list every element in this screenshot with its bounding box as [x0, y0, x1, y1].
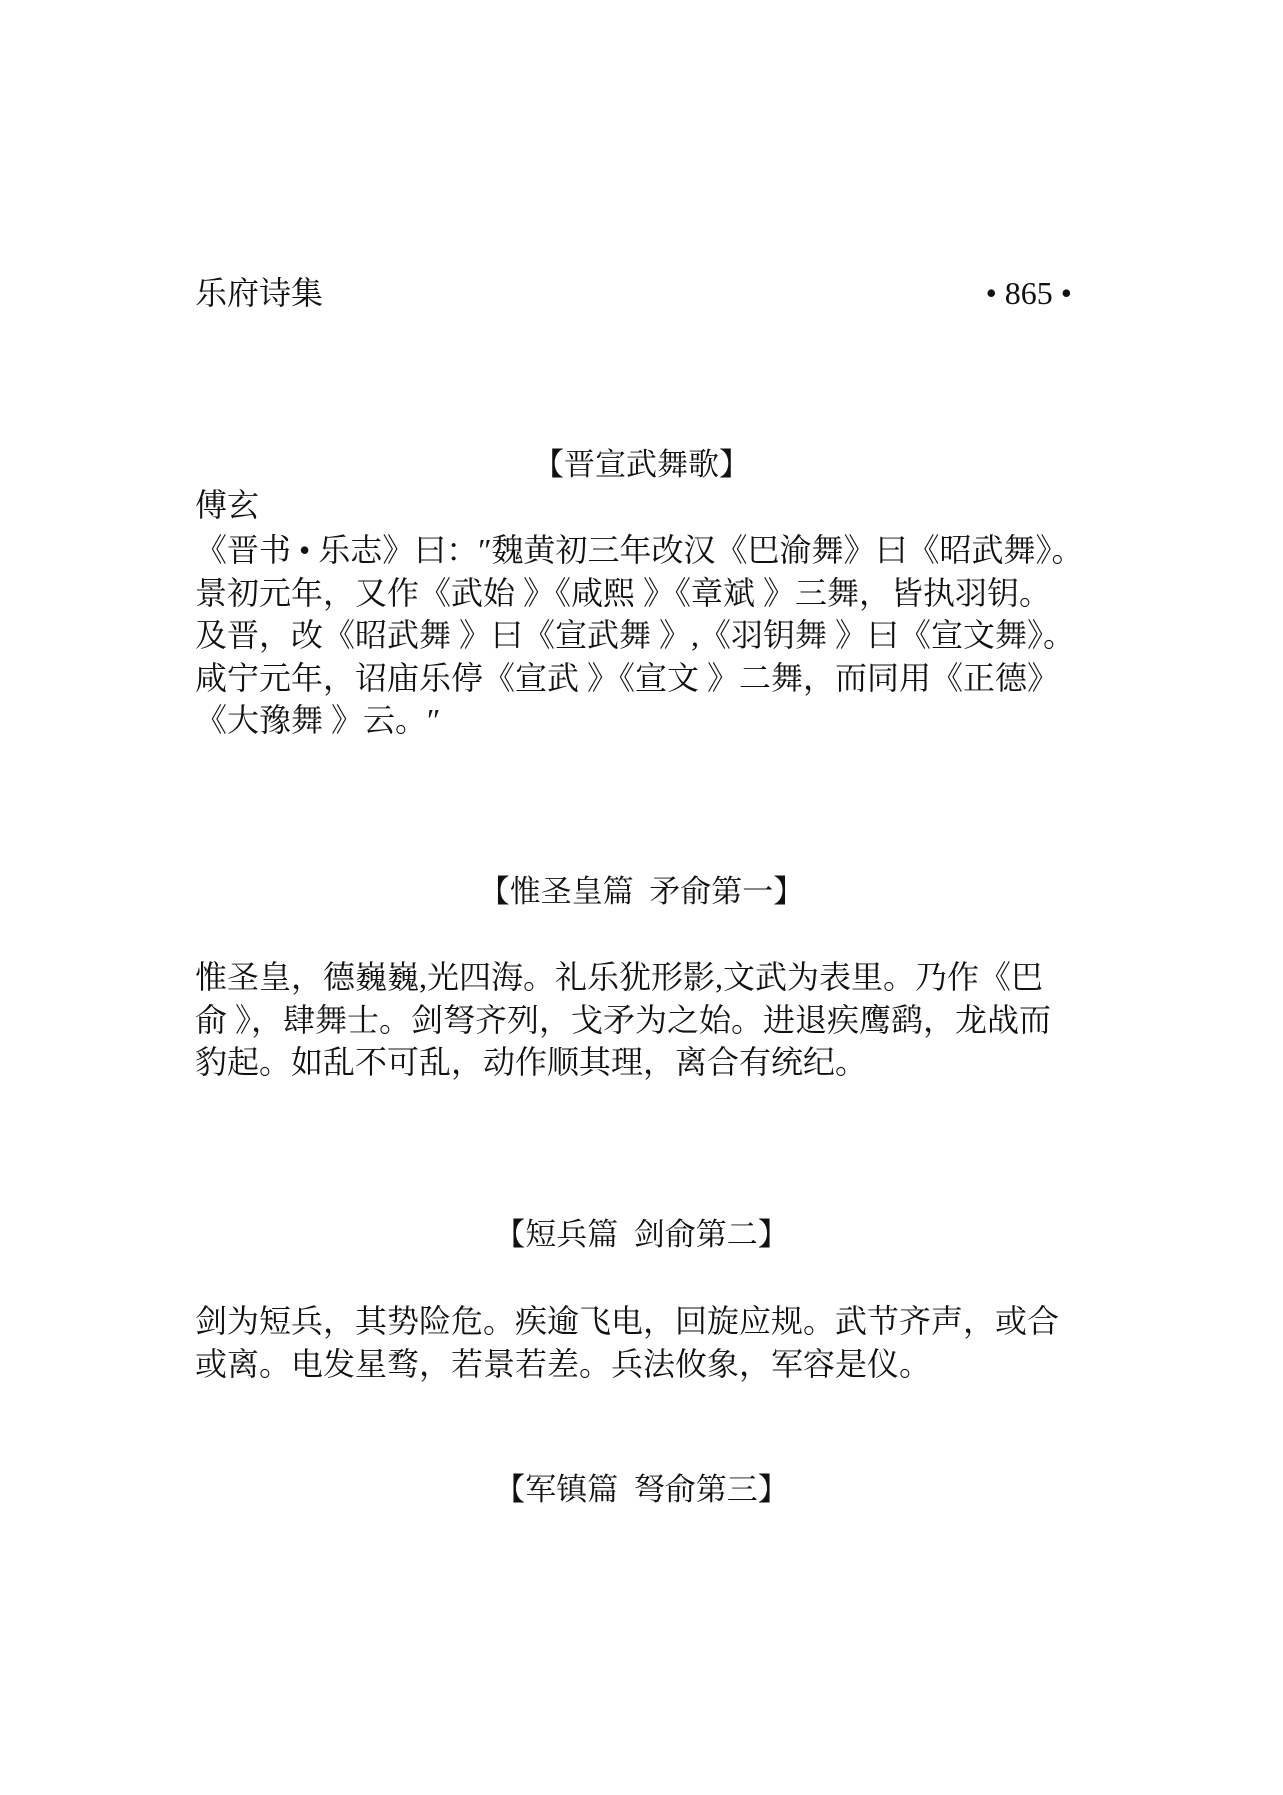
running-header-book-title: 乐府诗集	[195, 275, 324, 311]
text-line: 惟圣皇，德巍巍,光四海。礼乐犹形影,文武为表里。乃作《巴	[195, 959, 1044, 995]
page-number: • 865 •	[985, 275, 1072, 311]
preface-paragraph	[195, 529, 1084, 742]
poem-author: 傅玄	[195, 487, 260, 523]
section-2-paragraph	[195, 1300, 1059, 1385]
section-1-paragraph	[195, 956, 1051, 1084]
text-line: 剑为短兵，其势险危。疾逾飞电，回旋应规。武节齐声，或合	[195, 1303, 1060, 1339]
running-header	[195, 272, 1072, 314]
text-line: 《大豫舞 》云。″	[195, 702, 441, 738]
text-line: 《晋书 • 乐志》曰：″魏黄初三年改汉《巴渝舞》曰《昭武舞》。	[195, 532, 1084, 568]
text-line: 咸宁元年，诏庙乐停《宣武 》《宣文 》二舞，而同用《正德》	[195, 659, 1060, 696]
text-line: 豹起。如乱不可乱，动作顺其理，离合有统纪。	[195, 1044, 868, 1080]
text-line: 及晋，改《昭武舞 》曰《宣武舞 》,《羽钥舞 》曰《宣文舞》。	[195, 617, 1076, 653]
section-title-3: 【军镇篇 弩俞第三】	[494, 1472, 789, 1507]
text-line: 或离。电发星骛，若景若差。兵法攸象，军容是仪。	[195, 1345, 932, 1382]
poem-title: 【晋宣武舞歌】	[533, 447, 750, 482]
section-title-1: 【惟圣皇篇 矛俞第一】	[478, 874, 805, 909]
text-line: 景初元年，又作《武始 》《咸熙 》《章斌 》三舞，皆执羽钥。	[195, 574, 1052, 611]
text-line: 俞 》，肆舞士。剑弩齐列，戈矛为之始。进退疾鹰鹞，龙战而	[195, 1001, 1052, 1038]
section-title-2: 【短兵篇 剑俞第二】	[494, 1217, 789, 1252]
